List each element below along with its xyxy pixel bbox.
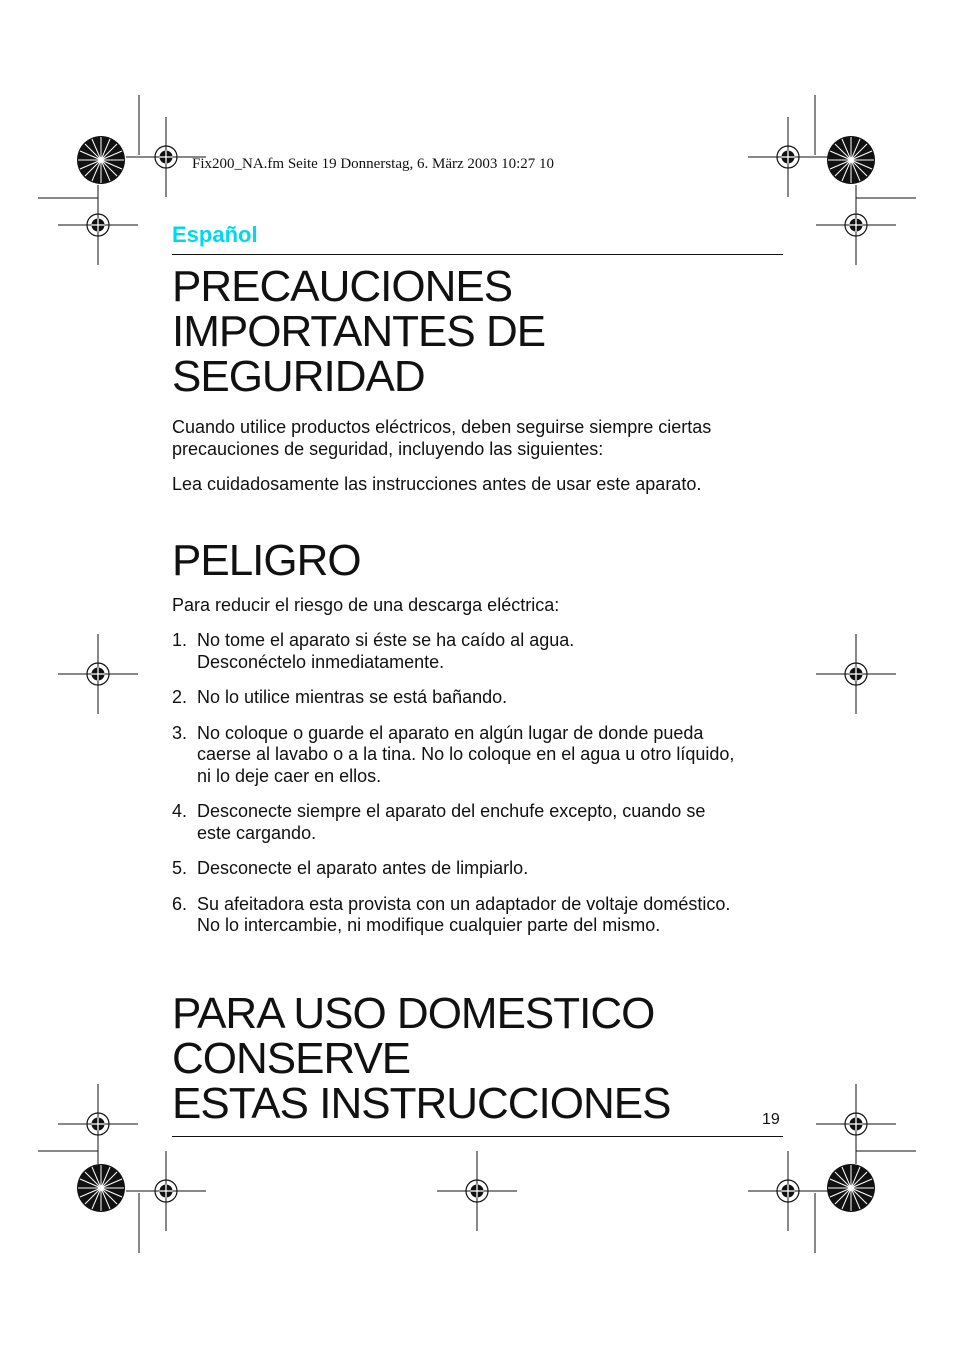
registration-target-bottom-center — [437, 1151, 517, 1231]
registration-star-top-right — [827, 136, 875, 184]
item-number: 2. — [172, 687, 188, 707]
page-number: 19 — [762, 1111, 780, 1128]
item-line: Su afeitadora esta provista con un adaptador de voltaje doméstico. — [197, 893, 731, 914]
title-line: PARA USO DOMESTICO — [172, 988, 655, 1038]
title-line: IMPORTANTES DE SEGURIDAD — [172, 307, 546, 401]
registration-target-top-right — [748, 117, 828, 197]
item-line: Desconecte siempre el aparato del enchufe excepto, cuando se — [197, 801, 706, 821]
item-line: No lo intercambie, ni modifique cualquier parte del mismo. — [197, 915, 661, 935]
section-title-danger: PELIGRO — [172, 535, 361, 585]
list-item — [172, 723, 783, 788]
registration-target-lower-left — [58, 1084, 138, 1164]
item-number: 6. — [172, 893, 188, 914]
registration-target-bottom-left — [126, 1151, 206, 1231]
registration-star-bottom-right — [827, 1164, 875, 1212]
list-item — [172, 894, 783, 937]
registration-target-upper-right — [816, 185, 896, 265]
bottom-rule — [172, 1136, 783, 1137]
item-line: este cargando. — [197, 822, 317, 843]
list-item — [172, 687, 783, 709]
page-content — [172, 218, 783, 1137]
registration-star-top-left — [77, 136, 125, 184]
item-line: Desconéctelo inmediatamente. — [197, 651, 445, 672]
item-line: No lo utilice mientras se está bañando. — [197, 687, 508, 707]
section-title-precautions — [172, 264, 783, 399]
title-line: PRECAUCIONES — [172, 262, 513, 311]
danger-intro: Para reducir el riesgo de una descarga eléctrica: — [172, 594, 560, 615]
file-slug: Fix200_NA.fm Seite 19 Donnerstag, 6. März 2003 10:27 10 — [192, 156, 555, 172]
instructions-paragraph: Lea cuidadosamente las instrucciones antes de usar este aparato. — [172, 474, 702, 494]
item-line: ni lo deje caer en ellos. — [197, 765, 382, 786]
item-number: 5. — [172, 858, 188, 878]
top-rule — [172, 254, 783, 255]
registration-target-mid-left — [58, 634, 138, 714]
title-line: ESTAS INSTRUCCIONES — [172, 1078, 671, 1128]
list-item — [172, 630, 783, 673]
registration-target-upper-left — [58, 185, 138, 265]
item-line: No tome el aparato si éste se ha caído al agua. — [197, 630, 575, 650]
item-number: 4. — [172, 801, 188, 821]
title-line: CONSERVE — [172, 1033, 411, 1083]
danger-list — [172, 630, 783, 937]
item-line: Desconecte el aparato antes de limpiarlo. — [197, 858, 529, 878]
registration-star-bottom-left — [77, 1164, 125, 1212]
list-item — [172, 858, 783, 880]
registration-target-bottom-right — [748, 1151, 828, 1231]
language-heading: Español — [172, 222, 258, 247]
list-item — [172, 801, 783, 844]
intro-paragraph: Cuando utilice productos eléctricos, deben seguirse siempre ciertas precauciones de seguridad, incluyendo las siguientes: — [172, 417, 712, 459]
item-line: No coloque o guarde el aparato en algún lugar de donde pueda — [197, 722, 704, 743]
item-number: 3. — [172, 722, 188, 743]
registration-target-mid-right — [816, 634, 896, 714]
registration-target-lower-right — [816, 1084, 896, 1164]
item-number: 1. — [172, 630, 188, 650]
item-line: caerse al lavabo o a la tina. No lo coloque en el agua u otro líquido, — [197, 744, 735, 764]
section-title-keep-instructions — [172, 988, 783, 1128]
